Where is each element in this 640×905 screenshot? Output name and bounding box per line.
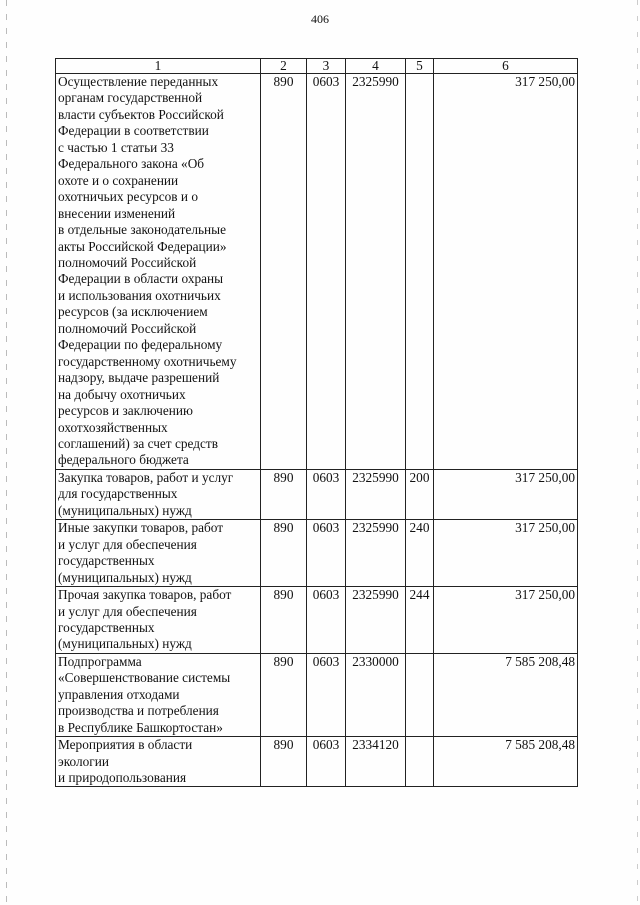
row-section-code: 0603 xyxy=(307,469,346,519)
table-header-row xyxy=(56,59,578,74)
row-expense-type xyxy=(406,737,434,787)
row-ministry-code: 890 xyxy=(261,74,307,470)
row-name: Подпрограмма «Совершенствование системы управления отходами производства и потребления в Республике Башкортостан» xyxy=(56,653,261,736)
row-target-code: 2330000 xyxy=(346,653,406,736)
row-section-code: 0603 xyxy=(307,653,346,736)
row-section-code: 0603 xyxy=(307,737,346,787)
row-amount: 317 250,00 xyxy=(434,74,578,470)
row-amount: 7 585 208,48 xyxy=(434,737,578,787)
table-row xyxy=(56,653,578,736)
row-name: Осуществление переданных органам государственной власти субъектов Российской Федерации в соответствии с частью 1 статьи 33 Федерального закона «Об охоте и о сохранении охотничьих ресурсов и о внесении изменений в отдельные законодательные акты Российской Федерации» полномочий Российской Федерации в области охраны и использования охотничьих ресурсов (за исключением полномочий Российской Федерации по федеральному государственному охотничьему надзору, выдаче разрешений на добычу охотничьих ресурсов и заключению охотхозяйственных соглашений) за счет средств федерального бюджета xyxy=(56,74,261,470)
budget-table xyxy=(55,58,578,787)
column-header-6: 6 xyxy=(434,59,578,74)
row-amount: 317 250,00 xyxy=(434,520,578,587)
row-name: Закупка товаров, работ и услуг для государственных (муниципальных) нужд xyxy=(56,469,261,519)
table-row xyxy=(56,737,578,787)
column-header-2: 2 xyxy=(261,59,307,74)
table-row xyxy=(56,587,578,654)
row-name: Иные закупки товаров, работ и услуг для обеспечения государственных (муниципальных) нужд xyxy=(56,520,261,587)
table-row xyxy=(56,469,578,519)
table-row xyxy=(56,520,578,587)
row-section-code: 0603 xyxy=(307,520,346,587)
column-header-5: 5 xyxy=(406,59,434,74)
row-name: Мероприятия в области экологии и природопользования xyxy=(56,737,261,787)
row-section-code: 0603 xyxy=(307,74,346,470)
row-target-code: 2325990 xyxy=(346,587,406,654)
row-amount: 317 250,00 xyxy=(434,587,578,654)
column-header-3: 3 xyxy=(307,59,346,74)
row-expense-type xyxy=(406,653,434,736)
page-number: 406 xyxy=(311,12,329,26)
column-header-4: 4 xyxy=(346,59,406,74)
scan-edge-left xyxy=(6,0,7,905)
row-section-code: 0603 xyxy=(307,587,346,654)
row-ministry-code: 890 xyxy=(261,520,307,587)
row-target-code: 2325990 xyxy=(346,520,406,587)
row-target-code: 2325990 xyxy=(346,74,406,470)
scan-edge-right xyxy=(637,0,638,905)
row-amount: 7 585 208,48 xyxy=(434,653,578,736)
row-target-code: 2334120 xyxy=(346,737,406,787)
row-expense-type: 240 xyxy=(406,520,434,587)
row-target-code: 2325990 xyxy=(346,469,406,519)
row-name: Прочая закупка товаров, работ и услуг для обеспечения государственных (муниципальных) нужд xyxy=(56,587,261,654)
row-ministry-code: 890 xyxy=(261,469,307,519)
row-ministry-code: 890 xyxy=(261,737,307,787)
column-header-1: 1 xyxy=(56,59,261,74)
table-row xyxy=(56,74,578,470)
row-expense-type: 200 xyxy=(406,469,434,519)
row-expense-type xyxy=(406,74,434,470)
row-ministry-code: 890 xyxy=(261,587,307,654)
row-expense-type: 244 xyxy=(406,587,434,654)
row-ministry-code: 890 xyxy=(261,653,307,736)
row-amount: 317 250,00 xyxy=(434,469,578,519)
